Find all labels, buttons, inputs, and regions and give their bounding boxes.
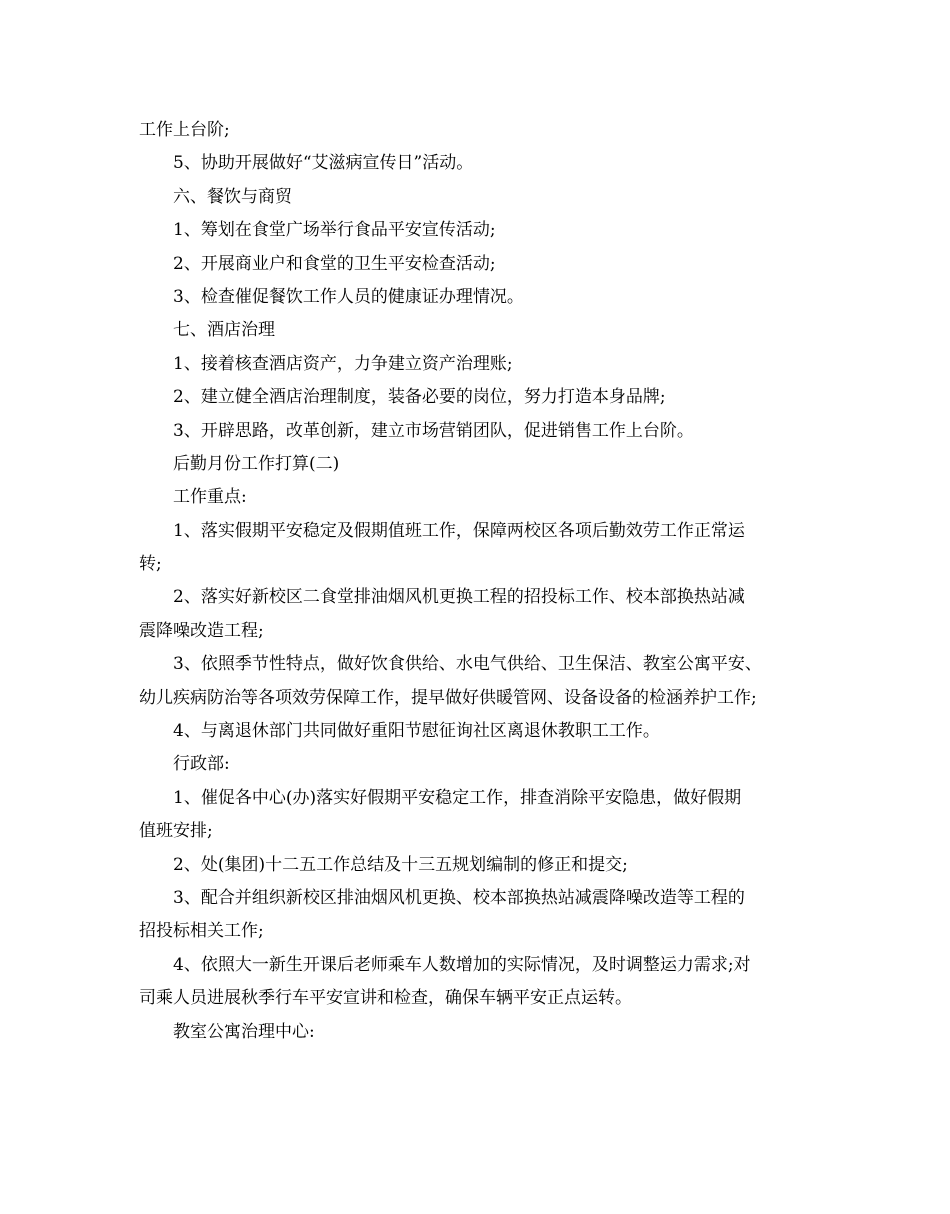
text-line: 2、建立健全酒店治理制度，装备必要的岗位，努力打造本身品牌; [173, 387, 666, 408]
text-line: 转; [139, 554, 162, 575]
text-line: 4、依照大一新生开课后老师乘车人数增加的实际情况，及时调整运力需求;对 [173, 954, 751, 975]
text-line: 3、配合并组织新校区排油烟风机更换、校本部换热站减震降噪改造等工程的 [173, 887, 745, 908]
document-body [139, 114, 819, 1049]
text-line: 3、依照季节性特点，做好饮食供给、水电气供给、卫生保洁、教室公寓平安、 [173, 654, 762, 675]
text-line: 后勤月份工作打算(二) [173, 453, 340, 474]
text-line: 2、开展商业户和食堂的卫生平安检查活动; [173, 253, 496, 274]
text-line: 招投标相关工作; [139, 921, 264, 942]
text-line: 5、协助开展做好“艾滋病宣传日”活动。 [173, 153, 474, 174]
text-line: 1、落实假期平安稳定及假期值班工作，保障两校区各项后勤效劳工作正常运 [173, 520, 745, 541]
text-line: 司乘人员进展秋季行车平安宣讲和检查，确保车辆平安正点运转。 [139, 988, 632, 1009]
text-line: 七、酒店治理 [173, 320, 275, 341]
text-line: 3、检查催促餐饮工作人员的健康证办理情况。 [173, 286, 524, 307]
text-line: 4、与离退休部门共同做好重阳节慰征询社区离退休教职工工作。 [173, 721, 660, 742]
text-line: 教室公寓治理中心: [173, 1021, 315, 1042]
text-line: 1、接着核查酒店资产，力争建立资产治理账; [173, 353, 513, 374]
text-line: 工作上台阶; [139, 120, 230, 140]
text-line: 2、处(集团)十二五工作总结及十三五规划编制的修正和提交; [173, 854, 628, 875]
text-line: 3、开辟思路，改革创新，建立市场营销团队，促进销售工作上台阶。 [173, 420, 694, 441]
text-line: 1、筹划在食堂广场举行食品平安宣传活动; [173, 220, 496, 241]
text-line: 2、落实好新校区二食堂排油烟风机更换工程的招投标工作、校本部换热站减 [173, 587, 745, 608]
text-line: 工作重点: [173, 487, 247, 508]
text-line: 震降噪改造工程; [139, 620, 264, 641]
text-line: 行政部: [173, 754, 230, 775]
text-line: 值班安排; [139, 821, 213, 842]
text-line: 1、催促各中心(办)落实好假期平安稳定工作，排查消除平安隐患，做好假期 [173, 787, 742, 808]
text-line: 六、餐饮与商贸 [173, 186, 292, 207]
text-line: 幼儿疾病防治等各项效劳保障工作，提早做好供暖管网、设备设备的检涵养护工作; [139, 687, 757, 708]
